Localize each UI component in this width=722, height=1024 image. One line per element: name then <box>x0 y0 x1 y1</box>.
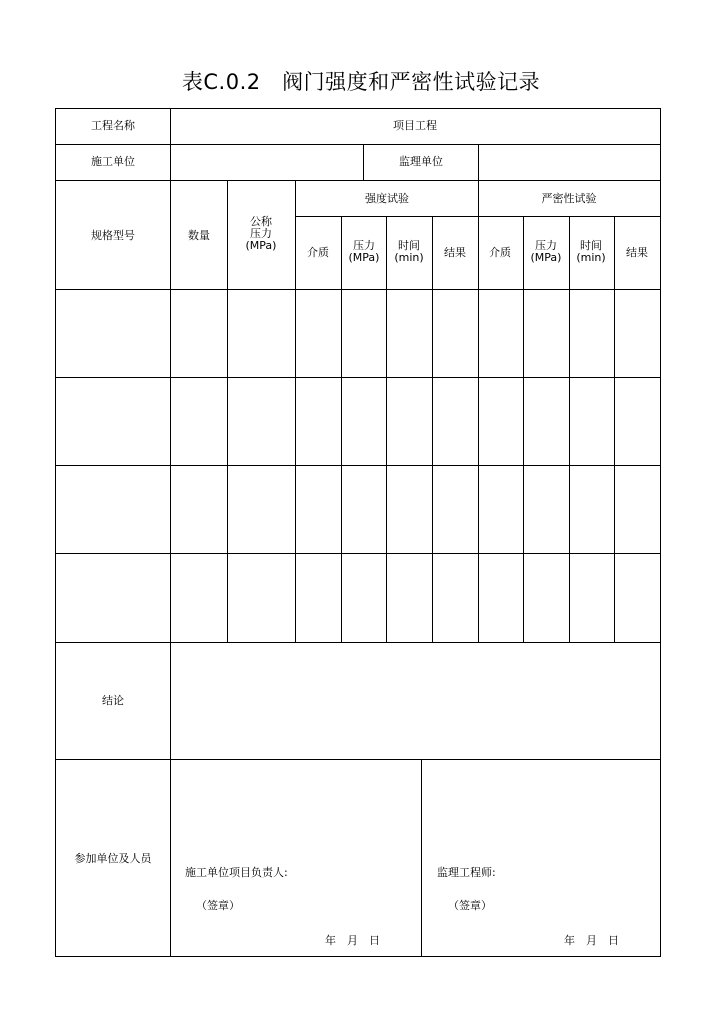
row-divider <box>55 180 661 181</box>
strength-medium-header: 介质 <box>307 246 329 259</box>
quantity-header: 数量 <box>188 229 210 242</box>
conclusion-field[interactable] <box>171 643 660 758</box>
supervision-date-label: 年 月 日 <box>564 934 619 947</box>
participants-label: 参加单位及人员 <box>74 852 152 865</box>
tightness-test-header: 严密性试验 <box>541 192 597 205</box>
row-divider <box>55 759 661 760</box>
tightness-pressure-header: 压力 (MPa) <box>530 239 562 264</box>
strength-pressure-header: 压力 (MPa) <box>348 239 380 264</box>
strength-time-header: 时间 (min) <box>394 239 424 264</box>
strength-result-header: 结果 <box>444 246 466 259</box>
col-divider <box>363 144 364 180</box>
project-name-label: 工程名称 <box>91 119 135 132</box>
supervision-seal-label: （签章） <box>448 899 492 912</box>
col-divider <box>421 759 422 957</box>
supervision-engineer-label: 监理工程师: <box>437 866 496 879</box>
form-title: 表C.0.2 阀门强度和严密性试验记录 <box>181 70 541 94</box>
construction-unit-field[interactable] <box>171 145 362 179</box>
tightness-time-header: 时间 (min) <box>576 239 606 264</box>
supervision-unit-field[interactable] <box>479 145 660 179</box>
table-row[interactable] <box>56 554 660 641</box>
table-row[interactable] <box>56 290 660 376</box>
construction-leader-label: 施工单位项目负责人: <box>185 866 288 879</box>
conclusion-label: 结论 <box>102 694 124 707</box>
construction-unit-label: 施工单位 <box>91 155 135 168</box>
table-row[interactable] <box>56 378 660 464</box>
spec-model-header: 规格型号 <box>91 229 135 242</box>
tightness-medium-header: 介质 <box>489 246 511 259</box>
table-row[interactable] <box>56 466 660 552</box>
supervision-unit-label: 监理单位 <box>399 155 443 168</box>
tightness-result-header: 结果 <box>626 246 648 259</box>
construction-seal-label: （签章） <box>196 899 240 912</box>
construction-date-label: 年 月 日 <box>325 934 380 947</box>
nominal-pressure-header: 公称 压力 (MPa) <box>245 215 277 252</box>
project-name-value: 项目工程 <box>393 119 437 132</box>
strength-test-header: 强度试验 <box>365 192 409 205</box>
